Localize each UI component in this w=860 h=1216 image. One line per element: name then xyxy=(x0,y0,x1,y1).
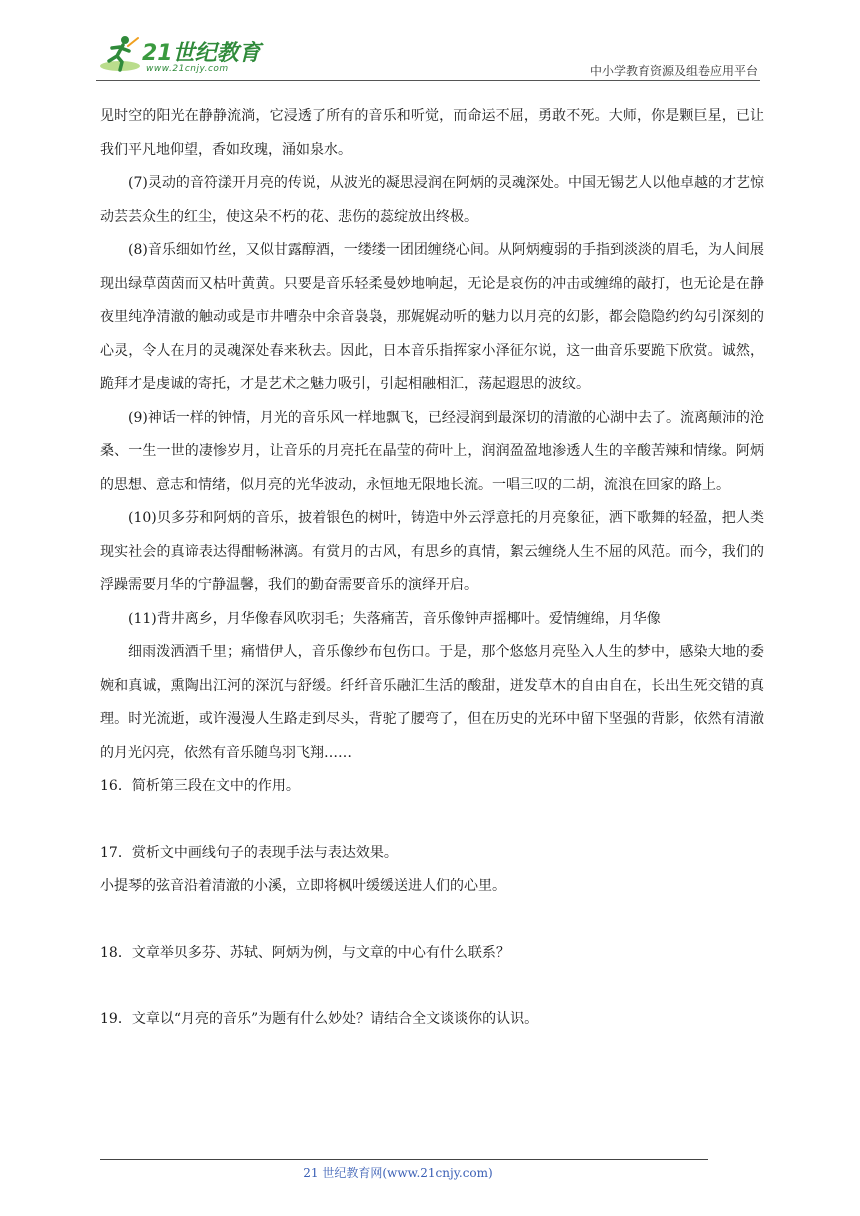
answer-space-16 xyxy=(100,804,764,837)
site-logo[interactable] xyxy=(96,30,266,78)
footer-link[interactable]: 21 世纪教育网(www.21cnjy.com) xyxy=(303,1166,493,1180)
page-header xyxy=(96,30,760,80)
header-divider xyxy=(96,80,760,81)
paragraph-11-rest: 细雨泼洒酒千里；痛惜伊人，音乐像纱布包伤口。于是，那个悠悠月亮坠入人生的梦中，感染大地的委婉和真诚，熏陶出江河的深沉与舒缓。纤纤音乐融汇生活的酸甜，迸发草木的自由自在，长出生死交错的真理。时光流逝，或许漫漫人生路走到尽头，背驼了腰弯了，但在历史的光环中留下坚强的背影，依然有清澈的月光闪亮，依然有音乐随鸟羽飞翔…… xyxy=(100,644,764,761)
footer-divider xyxy=(100,1159,708,1160)
paragraph-continued: 见时空的阳光在静静流淌，它浸透了所有的音乐和听觉，而命运不屈，勇敢不死。大师，你是颗巨星，已让我们平凡地仰望，香如玫瑰，涌如泉水。 xyxy=(100,108,764,158)
logo-url: www.21cnjy.com xyxy=(146,64,229,74)
page-footer xyxy=(0,1164,860,1181)
paragraph-11-line1: (11)背井离乡，月华像春风吹羽毛；失落痛苦，音乐像钟声摇椰叶。爱情缠绵，月华像 xyxy=(128,610,661,627)
answer-space-18 xyxy=(100,970,764,1003)
answer-space-17 xyxy=(100,904,764,937)
paragraph-9: (9)神话一样的钟情，月光的音乐风一样地飘飞，已经浸润到最深切的清澈的心湖中去了。流离颠沛的沧桑、一生一世的凄惨岁月，让音乐的月亮托在晶莹的荷叶上，润润盈盈地渗透人生的辛酸苦辣和情缘。阿炳的思想、意志和情绪，似月亮的光华波动，永恒地无限地长流。一唱三叹的二胡，流浪在回家的路上。 xyxy=(100,409,764,493)
paragraph-8: (8)音乐细如竹丝，又似甘露醇酒，一缕缕一团团缠绕心间。从阿炳瘦弱的手指到淡淡的眉毛，为人间展现出绿草茵茵而又枯叶黄黄。只要是音乐轻柔曼妙地响起，无论是哀伤的冲击或缠绵的敲打，也无论是在静夜里纯净清澈的触动或是市井嘈杂中余音袅袅，那娓娓动听的魅力以月亮的幻影，都会隐隐约约勾引深刻的心灵，令人在月的灵魂深处春来秋去。因此，日本音乐指挥家小泽征尔说，这一曲音乐要跪下欣赏。诚然，跪拜才是虔诚的寄托，才是艺术之魅力吸引，引起相融相汇，荡起遐思的波纹。 xyxy=(100,242,764,392)
question-17-sentence: 小提琴的弦音沿着清澈的小溪，立即将枫叶缓缓送进人们的心里。 xyxy=(100,878,506,894)
question-19: 19．文章以“月亮的音乐”为题有什么妙处？请结合全文谈谈你的认识。 xyxy=(100,1011,539,1027)
question-18: 18．文章举贝多芬、苏轼、阿炳为例，与文章的中心有什么联系？ xyxy=(100,944,510,961)
question-17: 17．赏析文中画线句子的表现手法与表达效果。 xyxy=(100,844,398,861)
platform-name: 中小学教育资源及组卷应用平台 xyxy=(589,64,758,78)
document-body xyxy=(100,100,764,1037)
logo-title: 21世纪教育 xyxy=(142,41,261,66)
paragraph-7: (7)灵动的音符漾开月亮的传说，从波光的凝思浸润在阿炳的灵魂深处。中国无锡艺人以他卓越的才艺惊动芸芸众生的红尘，使这朵不朽的花、悲伤的蕊绽放出终极。 xyxy=(100,175,764,225)
question-16: 16．简析第三段在文中的作用。 xyxy=(100,778,300,794)
paragraph-10: (10)贝多芬和阿炳的音乐，披着银色的树叶，铸造中外云浮意托的月亮象征，洒下歌舞的轻盈，把人类现实社会的真谛表达得酣畅淋漓。有赏月的古风，有思乡的真情，絮云缠绕人生不屈的风范。而今，我们的浮躁需要月华的宁静温馨，我们的勤奋需要音乐的演绎开启。 xyxy=(100,510,764,593)
runner-logo-icon xyxy=(98,32,142,76)
